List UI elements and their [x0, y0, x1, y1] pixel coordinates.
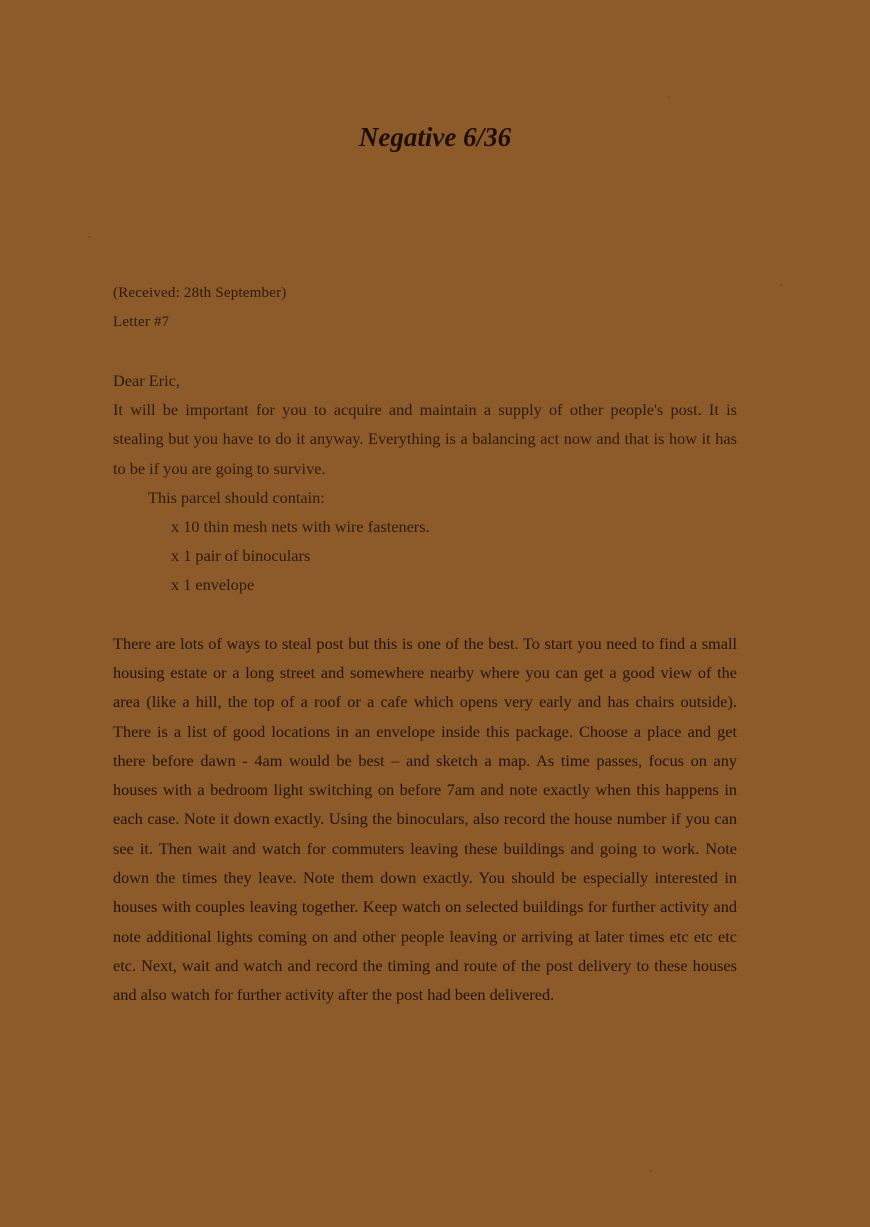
intro-paragraph: It will be important for you to acquire and maintain a supply of other people's post. It is stealing but you have to do it anyway. Everything is a balancing act now and that is how it has to be if you are going to survive.: [113, 400, 737, 478]
received-date: (Received: 28th September): [113, 285, 287, 301]
parcel-intro: This parcel should contain:: [148, 487, 325, 507]
list-item: x 1 envelope: [171, 575, 255, 595]
paper-speck: [780, 284, 782, 286]
body-paragraph: There are lots of ways to steal post but this is one of the best. To start you need to find a small housing estate or a long street and somewhere nearby where you can get a good view of the area (like a hill, the top of a roof or a cafe which opens very early and has chairs outside). There is a list of good locations in an envelope inside this package. Choose a place and get there before dawn - 4am would be best – and sketch a map. As time passes, focus on any houses with a bedroom light switching on before 7am and note exactly when this happens in each case. Note it down exactly. Using the binoculars, also record the house number if you can see it. Then wait and watch for commuters leaving these buildings and going to work. Note down the times they leave. Note them down exactly. You should be especially interested in houses with couples leaving together. Keep watch on selected buildings for further activity and note additional lights coming on and other people leaving or arriving at later times etc etc etc etc. Next, wait and watch and record the timing and route of the post delivery to these houses and also watch for further activity after the post had been delivered.: [113, 633, 737, 1005]
page-title: Negative 6/36: [358, 122, 512, 152]
letter-meta: [113, 279, 286, 337]
list-item: x 10 thin mesh nets with wire fasteners.: [171, 517, 430, 537]
letter-body: [113, 366, 737, 1009]
letter-number: Letter #7: [113, 314, 170, 330]
parcel-items-list: [113, 512, 737, 600]
paper-speck: [88, 236, 90, 238]
paper-speck: [650, 1170, 652, 1172]
list-item: x 1 pair of binoculars: [171, 546, 311, 566]
greeting: Dear Eric,: [113, 371, 180, 390]
paper-speck: [668, 96, 670, 98]
